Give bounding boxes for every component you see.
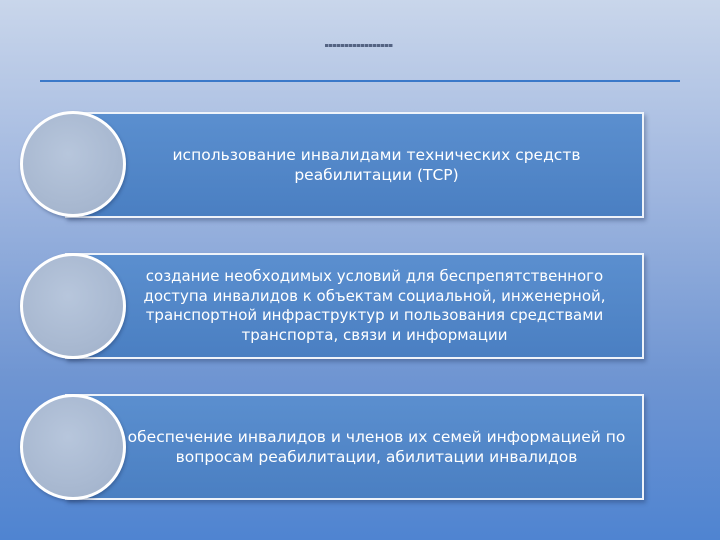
item-text-1: использование инвалидами технических средств реабилитации (ТСР) (172, 145, 581, 184)
title-divider-line (40, 80, 680, 82)
item-box-1 (65, 112, 644, 218)
slide-title-placeholder (325, 44, 393, 47)
item-box-2 (65, 253, 644, 359)
item-text-2: создание необходимых условий для беспрепятственного доступа инвалидов к объектам социальной, инженерной, транспортной инфраструктур и пользования средствами транспорта, связи и информации (143, 267, 606, 344)
item-text-3: обеспечение инвалидов и членов их семей информацией по вопросам реабилитации, абилитации инвалидов (127, 427, 626, 466)
item-circle-1 (20, 111, 126, 217)
item-circle-3 (20, 394, 126, 500)
item-circle-2 (20, 253, 126, 359)
item-box-3 (65, 394, 644, 500)
